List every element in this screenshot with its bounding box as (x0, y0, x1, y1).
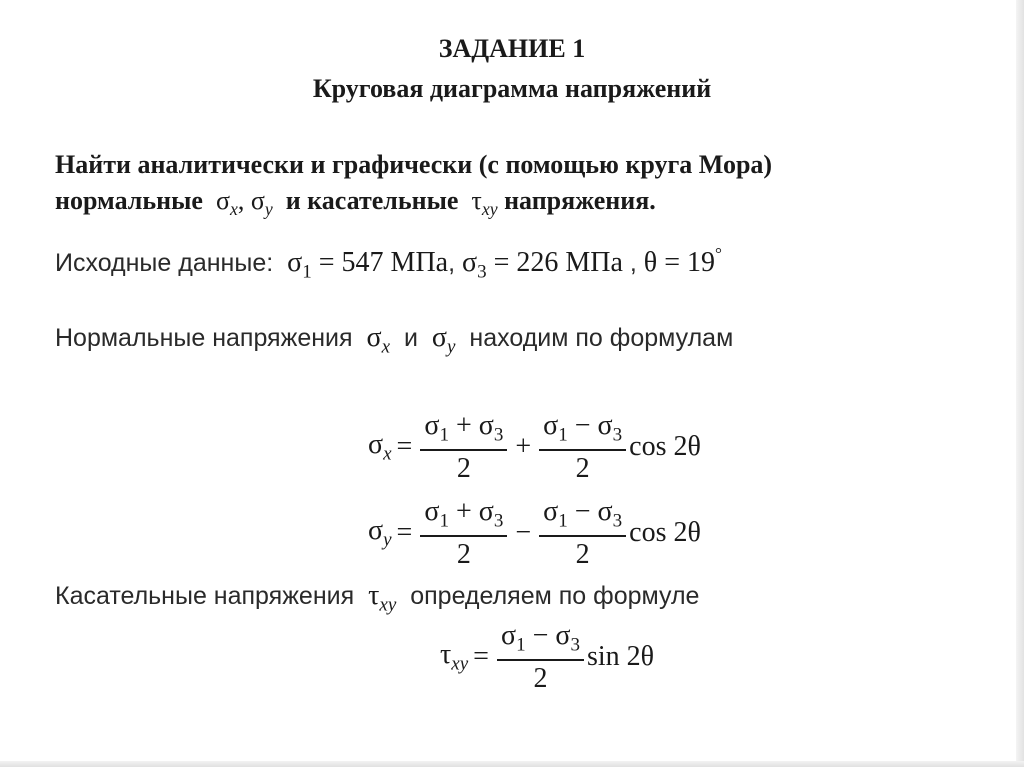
initial-data-label: Исходные данные: (55, 249, 274, 278)
fraction-difference: $\frac{\sigma_1 - \sigma_3}{2}$ (539, 496, 626, 571)
shear-stress-suffix: определяем по формуле (410, 582, 700, 610)
shear-stress-text (55, 580, 699, 617)
fraction-sum: $\frac{\sigma_1 + \sigma_3}{2}$ (420, 496, 507, 571)
theta-value: 19 (687, 247, 715, 279)
formula-tau-xy-lhs: $\tau_{xy}$ (440, 639, 469, 675)
fraction-difference: $\frac{\sigma_1 - \sigma_3}{2}$ (539, 410, 626, 485)
task-word-stresses: напряжения. (504, 186, 656, 215)
sigma1-expression: $\sigma_1 = 547$ МПа (280, 247, 449, 283)
task-title: ЗАДАНИЕ 1 (438, 34, 586, 63)
slide-edge-bottom (0, 761, 1024, 767)
initial-data-line (55, 244, 722, 284)
sigma3-unit: МПа (565, 247, 623, 279)
sigma1-unit: МПа (390, 247, 449, 279)
comma-separator: , (622, 249, 644, 278)
fraction-sum: $\frac{\sigma_1 + \sigma_3}{2}$ (420, 410, 507, 485)
cos-term: cos 2θ (629, 517, 701, 549)
tau-xy-symbol: $\tau_{xy}$ (464, 186, 498, 220)
formula-sigma-y: $\sigma_y$ = $\frac{\sigma_1 + \sigma_3}{2}$ − $\frac{\sigma_1 - \sigma_3}{2}$ cos 2θ (368, 496, 701, 570)
normal-stress-and: и (404, 324, 418, 352)
tau-xy-symbol: $\tau_{xy}$ (361, 580, 397, 616)
task-statement-line-2 (55, 186, 656, 220)
cos-term: cos 2θ (629, 431, 701, 463)
shear-stress-label: Касательные напряжения (55, 582, 355, 610)
formula-sigma-x: $\sigma_x$ = $\frac{\sigma_1 + \sigma_3}{2}$ + $\frac{\sigma_1 - \sigma_3}{2}$ cos 2θ (368, 410, 701, 484)
formula-tau-xy: $\tau_{xy}$ = $\frac{\sigma_1 - \sigma_3}{2}$ sin 2θ (440, 620, 655, 694)
sigma3-expression: $\sigma_3 = 226$ МПа (462, 247, 623, 283)
sigma-x-sigma-y-symbol: $\sigma_x$, $\sigma_y$ (209, 186, 273, 220)
normal-stress-label: Нормальные напряжения (55, 324, 353, 352)
sigma-x-symbol: $\sigma_x$ (359, 322, 391, 358)
fraction-difference: $\frac{\sigma_1 - \sigma_3}{2}$ (497, 620, 584, 695)
sigma3-value: 226 (516, 247, 559, 279)
task-statement-line-1: Найти аналитически и графически (с помощью круга Мора) (55, 150, 773, 179)
slide-edge-right (1016, 0, 1024, 767)
task-subtitle: Круговая диаграмма напряжений (312, 74, 712, 103)
comma-separator: , (448, 249, 462, 278)
sigma-y-symbol: $\sigma_y$ (424, 322, 456, 358)
normal-stress-text (55, 322, 733, 359)
theta-expression: θ = 19° (643, 244, 722, 279)
formula-sigma-x-lhs: $\sigma_x$ (368, 429, 392, 465)
task-word-normal: нормальные (55, 186, 203, 215)
sin-term: sin 2θ (586, 641, 655, 673)
normal-stress-suffix: находим по формулам (469, 324, 734, 352)
formula-sigma-y-lhs: $\sigma_y$ (368, 515, 392, 551)
sigma1-value: 547 (341, 247, 384, 279)
task-word-shear: и касательные (285, 186, 459, 215)
